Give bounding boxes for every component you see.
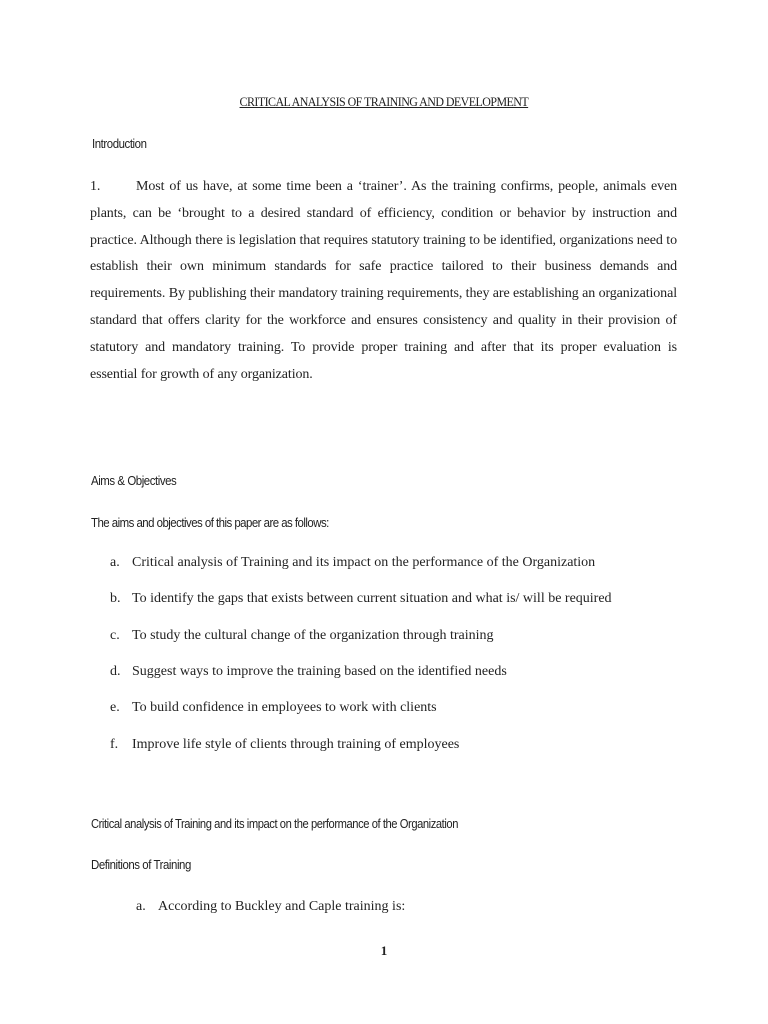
list-item-text: Improve life style of clients through training of employees (132, 737, 460, 752)
list-item-letter: b. (110, 591, 121, 606)
list-item-letter: c. (110, 628, 120, 643)
definition-item (136, 899, 405, 915)
paragraph-number: 1. (90, 179, 101, 194)
paragraph-text: Most of us have, at some time been a ‘trainer’. As the training confirms, people, animals even plants, can be ‘brought to a desired standard of efficiency, condition or behavior by instruction and practice. Although there is legislation that requires statutory training to be identified, organizations need to establish their own minimum standards for safe practice tailored to their business demands and requirements. By publishing their mandatory training requirements, they are establishing an organizational standard that offers clarity for the workforce and ensures consistency and quality in their provision of statutory and mandatory training. To provide proper training and after that its proper evaluation is essential for growth of any organization. (90, 179, 677, 382)
definitions-heading-text: Definitions of Training (91, 857, 191, 872)
document-title-text: CRITICAL ANALYSIS OF TRAINING AND DEVELOPMENT (239, 94, 529, 109)
definition-item-letter: a. (136, 899, 146, 914)
list-item-letter: a. (110, 555, 120, 570)
list-item-text: Critical analysis of Training and its impact on the performance of the Organization (132, 555, 596, 570)
list-item (110, 664, 507, 680)
introduction-heading-text: Introduction (92, 136, 147, 151)
aims-intro-text: The aims and objectives of this paper are as follows: (91, 515, 329, 530)
list-item (110, 700, 437, 716)
list-item-letter: e. (110, 700, 120, 715)
definitions-heading (91, 857, 205, 873)
aims-heading (91, 473, 188, 489)
introduction-heading (92, 136, 154, 152)
list-item (110, 628, 494, 644)
list-item-text: To identify the gaps that exists between current situation and what is/ will be required (132, 591, 612, 606)
list-item (110, 591, 612, 607)
list-item (110, 555, 595, 571)
aims-heading-text: Aims & Objectives (91, 473, 177, 488)
list-item-text: Suggest ways to improve the training based on the identified needs (132, 664, 507, 679)
aims-intro (91, 515, 361, 531)
critical-analysis-heading-text: Critical analysis of Training and its impact on the performance of the Organization (91, 816, 459, 831)
list-item-text: To study the cultural change of the organization through training (132, 628, 494, 643)
page-number: 1 (380, 943, 388, 958)
introduction-paragraph (90, 174, 677, 388)
list-item-letter: f. (110, 737, 119, 752)
document-title (0, 94, 768, 110)
list-item-text: To build confidence in employees to work with clients (132, 700, 437, 715)
definition-item-text: According to Buckley and Caple training is: (158, 899, 406, 914)
critical-analysis-heading (91, 816, 518, 832)
list-item-letter: d. (110, 664, 121, 679)
list-item (110, 737, 459, 753)
